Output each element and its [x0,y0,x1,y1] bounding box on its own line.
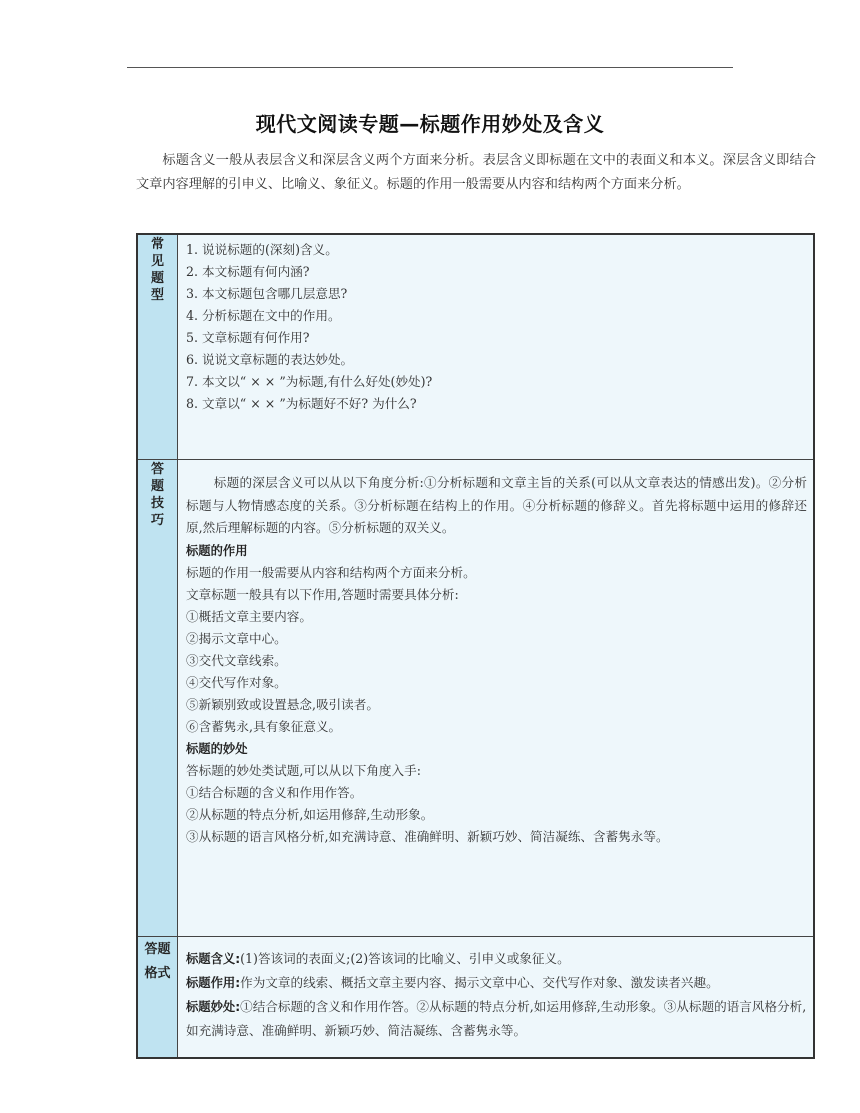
row-label-techniques [137,460,178,937]
deep-meaning-paragraph: 标题的深层含义可以从以下角度分析:①分析标题和文章主旨的关系(可以从文章表达的情感出发)。②分析标题与人物情感态度的关系。③分析标题在结构上的作用。④分析标题的修辞义。首先将标题中运用的修辞还原,然后理解标题的内容。⑤分析标题的双关义。 [186,475,807,535]
format-text: ①结合标题的含义和作用作答。②从标题的特点分析,如运用修辞,生动形象。③从标题的语言风格分析,如充满诗意、准确鲜明、新颖巧妙、简洁凝练、含蓄隽永等。 [186,999,807,1038]
row-label-answer-format [137,937,178,1059]
list-item: 6. 说说文章标题的表达妙处。 [186,352,354,367]
format-function [186,971,807,995]
list-item: ③从标题的语言风格分析,如充满诗意、准确鲜明、新颖巧妙、简洁凝练、含蓄隽永等。 [186,828,669,844]
list-item: 7. 本文以“ × × ”为标题,有什么好处(妙处)? [186,374,433,389]
list-item: ②从标题的特点分析,如运用修辞,生动形象。 [186,806,434,822]
list-item: 2. 本文标题有何内涵? [186,264,310,279]
intro-paragraph: 标题含义一般从表层含义和深层含义两个方面来分析。表层含义即标题在文中的表面义和本义。深层含义即结合文章内容理解的引申义、比喻义、象征义。标题的作用一般需要从内容和结构两个方面来分析。 [136,153,816,192]
list-item: ②揭示文章中心。 [186,630,287,646]
list-item: 1. 说说标题的(深刻)含义。 [186,242,338,257]
row-label-text: 格式 [144,966,171,981]
list-item: 5. 文章标题有何作用? [186,330,310,345]
subheading-merit: 标题的妙处 [186,741,248,756]
list-item: ⑤新颖别致或设置悬念,吸引读者。 [186,696,379,712]
list-item: ①结合标题的含义和作用作答。 [186,784,363,800]
list-item: ④交代写作对象。 [186,674,287,690]
row-label-text: 答题技巧 [150,462,164,528]
format-text: 作为文章的线索、概括文章主要内容、揭示文章中心、交代写作对象、激发读者兴趣。 [240,975,719,990]
page-title: 现代文阅读专题—标题作用妙处及含义 [255,112,605,136]
table-row-techniques [137,460,814,937]
list-item: 标题的作用一般需要从内容和结构两个方面来分析。 [186,564,476,580]
list-item: 8. 文章以“ × × ”为标题好不好? 为什么? [186,396,417,411]
techniques-cell [178,460,815,937]
list-item: ①概括文章主要内容。 [186,608,312,624]
list-item: ⑥含蓄隽永,具有象征意义。 [186,718,342,734]
format-text: (1)答该词的表面义;(2)答该词的比喻义、引申义或象征义。 [240,951,570,966]
list-item: 文章标题一般具有以下作用,答题时需要具体分析: [186,586,459,602]
row-label-question-types [137,234,178,460]
format-key: 标题作用: [186,976,241,990]
format-merit [186,995,807,1043]
question-types-cell [178,234,815,460]
format-key: 标题妙处: [186,1000,241,1014]
format-meaning [186,947,807,971]
row-label-text: 常见题型 [150,237,164,303]
list-item: 3. 本文标题包含哪几层意思? [186,286,348,301]
summary-table [136,233,815,1059]
list-item: ③交代文章线索。 [186,652,287,668]
list-item: 答标题的妙处类试题,可以从以下角度入手: [186,762,421,778]
table-row-question-types [137,234,814,460]
answer-format-cell [178,937,815,1059]
list-item: 4. 分析标题在文中的作用。 [186,308,341,323]
top-rule [127,67,733,68]
table-row-answer-format [137,937,814,1059]
format-key: 标题含义: [186,952,241,966]
row-label-text: 答题 [144,942,171,957]
subheading-function: 标题的作用 [186,543,248,558]
